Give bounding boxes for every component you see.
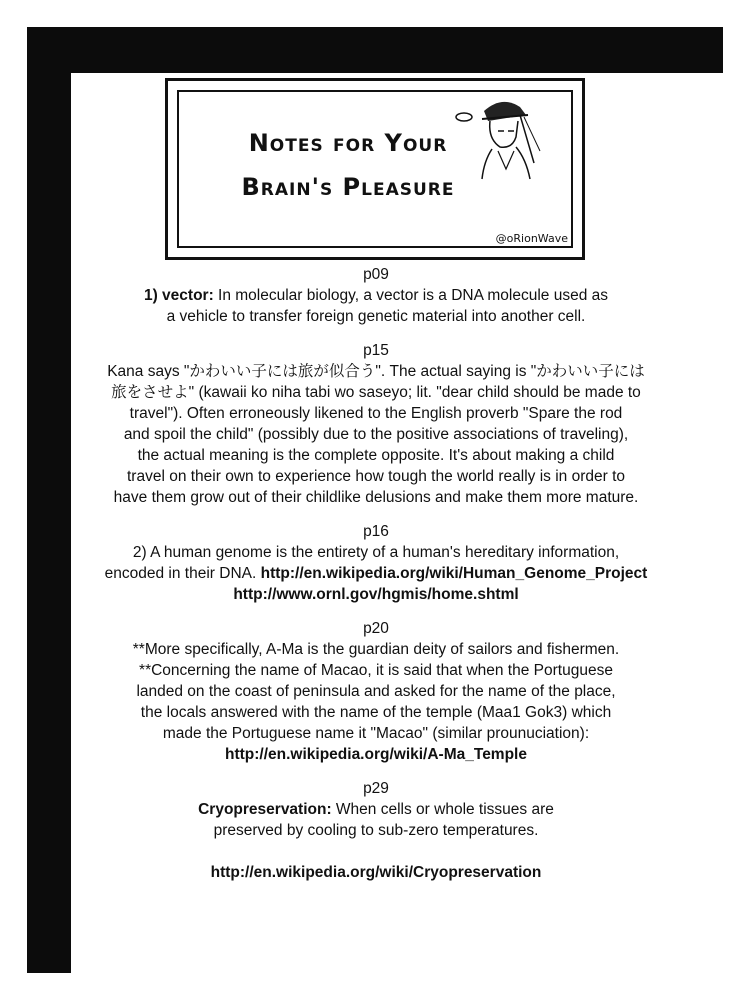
character-with-cap-icon: [454, 91, 546, 181]
note-section: [56, 521, 696, 605]
page-number: p09: [363, 266, 389, 283]
note-text: In molecular biology, a vector is a DNA molecule used as: [213, 287, 609, 304]
page-number: p15: [363, 342, 389, 359]
reference-link[interactable]: http://en.wikipedia.org/wiki/Cryopreservation: [210, 864, 542, 881]
note-line: [56, 820, 696, 841]
note-line: [56, 681, 696, 702]
note-section: [56, 264, 696, 327]
note-line: [56, 403, 696, 424]
note-line: [56, 487, 696, 508]
reference-link[interactable]: http://www.ornl.gov/hgmis/home.shtml: [233, 586, 519, 603]
note-section: [56, 618, 696, 765]
note-line: [56, 445, 696, 466]
note-line: [56, 799, 696, 820]
note-text: a vehicle to transfer foreign genetic material into another cell.: [166, 308, 586, 325]
note-line: [56, 744, 696, 765]
reference-link[interactable]: http://en.wikipedia.org/wiki/A-Ma_Temple: [224, 746, 527, 763]
note-text: **More specifically, A-Ma is the guardian deity of sailors and fishermen.: [132, 641, 620, 658]
note-text: the locals answered with the name of the temple (Maa1 Gok3) which: [140, 704, 612, 721]
note-line: [56, 424, 696, 445]
note-section: [56, 778, 696, 883]
note-text: travel"). Often erroneously likened to the English proverb "Spare the rod: [129, 405, 623, 422]
note-line: [56, 542, 696, 563]
page-number: p16: [363, 523, 389, 540]
note-text: [374, 843, 378, 860]
note-text: preserved by cooling to sub-zero temperatures.: [213, 822, 539, 839]
note-text: Kana says "かわいい子には旅が似合う". The actual saying is "かわいい子には: [107, 363, 645, 380]
note-text: 旅をさせよ" (kawaii ko niha tabi wo saseyo; lit. "dear child should be made to: [111, 384, 641, 401]
term-label: 1) vector:: [143, 287, 214, 304]
term-label: Cryopreservation:: [198, 801, 332, 818]
page-number: p29: [363, 780, 389, 797]
title-line-2: Brain's Pleasure: [241, 173, 455, 201]
title-line-1: Notes for Your: [248, 129, 448, 157]
page-number: p20: [363, 620, 389, 637]
note-text: encoded in their DNA.: [104, 565, 261, 582]
note-line: [56, 723, 696, 744]
note-line: [56, 382, 696, 403]
note-text: and spoil the child" (possibly due to the positive associations of traveling),: [123, 426, 629, 443]
note-text: When cells or whole tissues are: [331, 801, 554, 818]
note-line: [56, 660, 696, 681]
signature: @oRionWave: [495, 232, 568, 245]
title-panel: [165, 78, 585, 260]
note-text: landed on the coast of peninsula and asked for the name of the place,: [136, 683, 616, 700]
note-line: [56, 862, 696, 883]
note-line: [56, 841, 696, 862]
note-text: travel on their own to experience how tough the world really is in order to: [127, 468, 625, 485]
note-line: [56, 285, 696, 306]
note-line: [56, 466, 696, 487]
notes-body: [56, 264, 696, 896]
note-section: [56, 340, 696, 508]
note-text: made the Portuguese name it "Macao" (similar prounuciation):: [162, 725, 590, 742]
note-text: **Concerning the name of Macao, it is said that when the Portuguese: [139, 662, 613, 679]
note-line: [56, 361, 696, 382]
note-line: [56, 563, 696, 584]
note-text: the actual meaning is the complete opposite. It's about making a child: [137, 447, 615, 464]
reference-link[interactable]: http://en.wikipedia.org/wiki/Human_Genome_Project: [260, 565, 648, 582]
note-line: [56, 639, 696, 660]
note-line: [56, 306, 696, 327]
note-line: [56, 584, 696, 605]
note-text: have them grow out of their childlike delusions and make them more mature.: [113, 489, 639, 506]
note-line: [56, 702, 696, 723]
note-text: 2) A human genome is the entirety of a human's hereditary information,: [132, 544, 620, 561]
